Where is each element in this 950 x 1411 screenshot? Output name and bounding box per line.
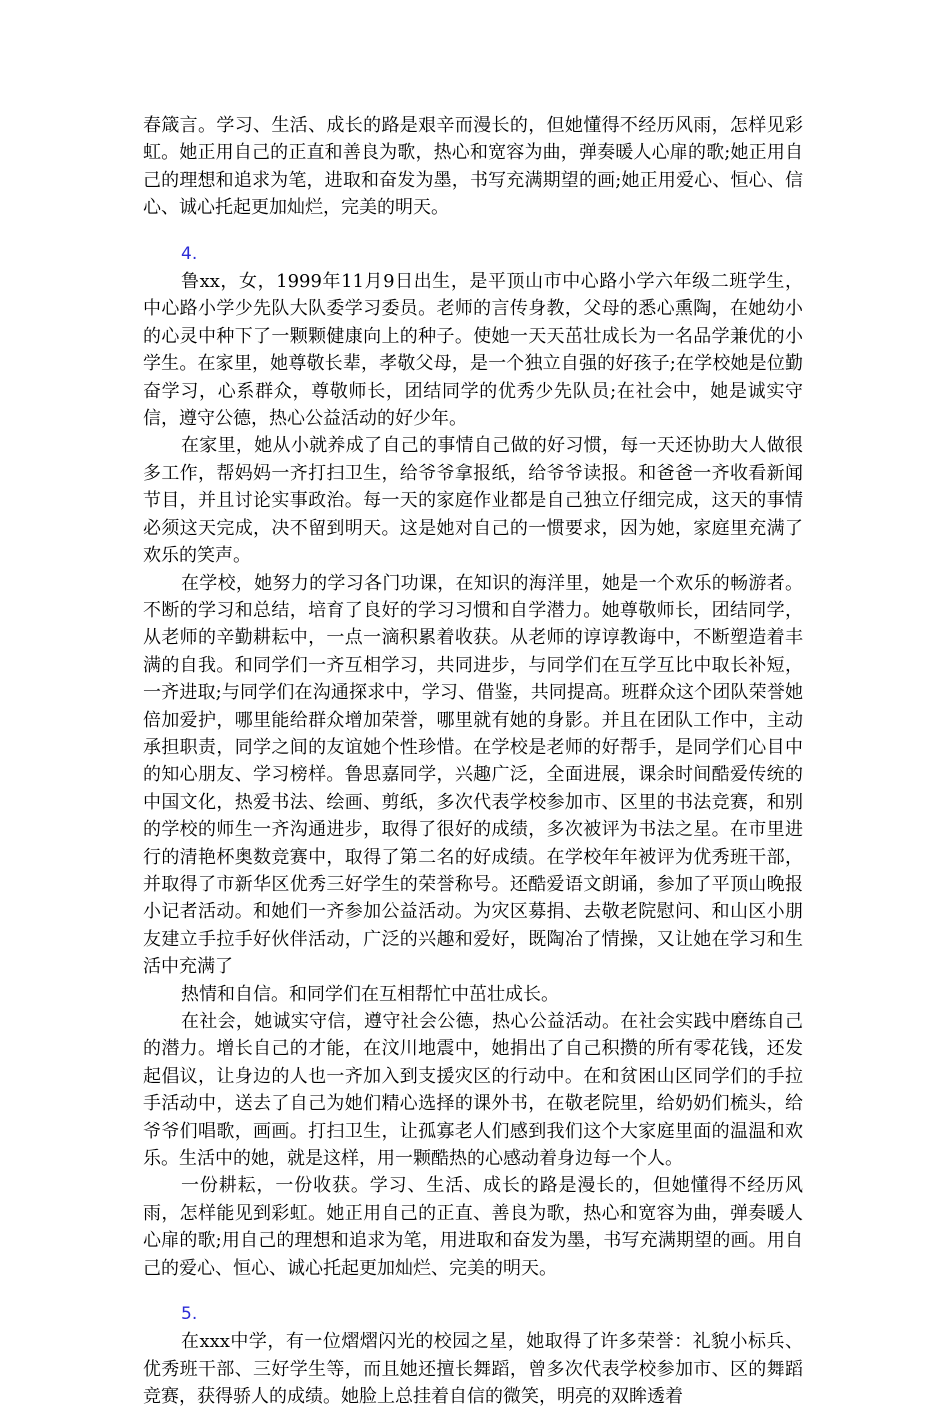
section-number-5: 5. bbox=[181, 1304, 198, 1325]
paragraph-intro: 鲁xx，女，1999年11月9日出生，是平顶山市中心路小学六年级二班学生，中心路小学少先队大队委学习委员。老师的言传身教，父母的悉心熏陶，在她幼小的心灵中种下了一颗颗健康向上的种子。使她一天天茁壮成长为一名品学兼优的小学生。在家里，她尊敬长辈，孝敬父母，是一个独立自强的好孩子;在学校她是位勤奋学习，心系群众，尊敬师长，团结同学的优秀少先队员;在社会中，她是诚实守信，遵守公德，热心公益活动的好少年。 bbox=[143, 271, 803, 430]
paragraph-continued: 春箴言。学习、生活、成长的路是艰辛而漫长的，但她懂得不经历风雨，怎样见彩虹。她正用自己的正直和善良为歌，热心和宽容为曲，弹奏暖人心扉的歌;她正用自己的理想和追求为笔，进取和奋发为墨，书写充满期望的画;她正用爱心、恒心、信心、诚心托起更加灿烂，完美的明天。 bbox=[143, 115, 803, 219]
paragraph-conclusion: 一份耕耘，一份收获。学习、生活、成长的路是漫长的，但她懂得不经历风雨，怎样能见到彩虹。她正用自己的正直、善良为歌，热心和宽容为曲，弹奏暖人心扉的歌;用自己的理想和追求为笔，用进取和奋发为墨，书写充满期望的画。用自己的爱心、恒心、诚心托起更加灿烂、完美的明天。 bbox=[143, 1175, 803, 1279]
section-number-4: 4. bbox=[181, 243, 198, 264]
paragraph-school: 在学校，她努力的学习各门功课，在知识的海洋里，她是一个欢乐的畅游者。不断的学习和总结，培育了良好的学习习惯和自学潜力。她尊敬师长，团结同学，从老师的辛勤耕耘中，一点一滴积累着收获。从老师的谆谆教诲中，不断塑造着丰满的自我。和同学们一齐互相学习，共同进步，与同学们在互学互比中取长补短，一齐进取;与同学们在沟通探求中，学习、借鉴，共同提高。班群众这个团队荣誉她倍加爱护，哪里能给群众增加荣誉，哪里就有她的身影。并且在团队工作中，主动承担职责，同学之间的友谊她个性珍惜。在学校是老师的好帮手，是同学们心目中的知心朋友、学习榜样。鲁思嘉同学，兴趣广泛，全面进展，课余时间酷爱传统的中国文化，热爱书法、绘画、剪纸，多次代表学校参加市、区里的书法竞赛，和别的学校的师生一齐沟通进步，取得了很好的成绩，多次被评为书法之星。在市里进行的清艳杯奥数竞赛中，取得了第二名的好成绩。在学校年年被评为优秀班干部，并取得了市新华区优秀三好学生的荣誉称号。还酷爱语文朗诵，参加了平顶山晚报小记者活动。和她们一齐参加公益活动。为灾区募捐、去敬老院慰问、和山区小朋友建立手拉手好伙伴活动，广泛的兴趣和爱好，既陶冶了情操，又让她在学习和生活中充满了 bbox=[143, 572, 803, 978]
paragraph-section5: 在xxx中学，有一位熠熠闪光的校园之星，她取得了许多荣誉：礼貌小标兵、优秀班干部、三好学生等，而且她还擅长舞蹈，曾多次代表学校参加市、区的舞蹈竞赛，获得骄人的成绩。她脸上总挂着自信的微笑，明亮的双眸透着 bbox=[143, 1331, 803, 1408]
paragraph-home: 在家里，她从小就养成了自己的事情自己做的好习惯，每一天还协助大人做很多工作，帮妈妈一齐打扫卫生，给爷爷拿报纸，给爷爷读报。和爸爸一齐收看新闻节目，并且讨论实事政治。每一天的家庭作业都是自己独立仔细完成，这天的事情必须这天完成，决不留到明天。这是她对自己的一惯要求，因为她，家庭里充满了欢乐的笑声。 bbox=[143, 435, 803, 567]
paragraph-school-end: 热情和自信。和同学们在互相帮忙中茁壮成长。 bbox=[181, 983, 559, 1005]
paragraph-society: 在社会，她诚实守信，遵守社会公德，热心公益活动。在社会实践中磨练自己的潜力。增长自己的才能，在汶川地震中，她捐出了自己积攒的所有零花钱，还发起倡议，让身边的人也一齐加入到支援灾区的行动中。在和贫困山区同学们的手拉手活动中，送去了自己为她们精心选择的课外书，在敬老院里，给奶奶们梳头，给爷爷们唱歌，画画。打扫卫生，让孤寡老人们感到我们这个大家庭里面的温温和欢乐。生活中的她，就是这样，用一颗酷热的心感动着身边每一个人。 bbox=[143, 1011, 803, 1170]
document-page bbox=[143, 112, 803, 1411]
